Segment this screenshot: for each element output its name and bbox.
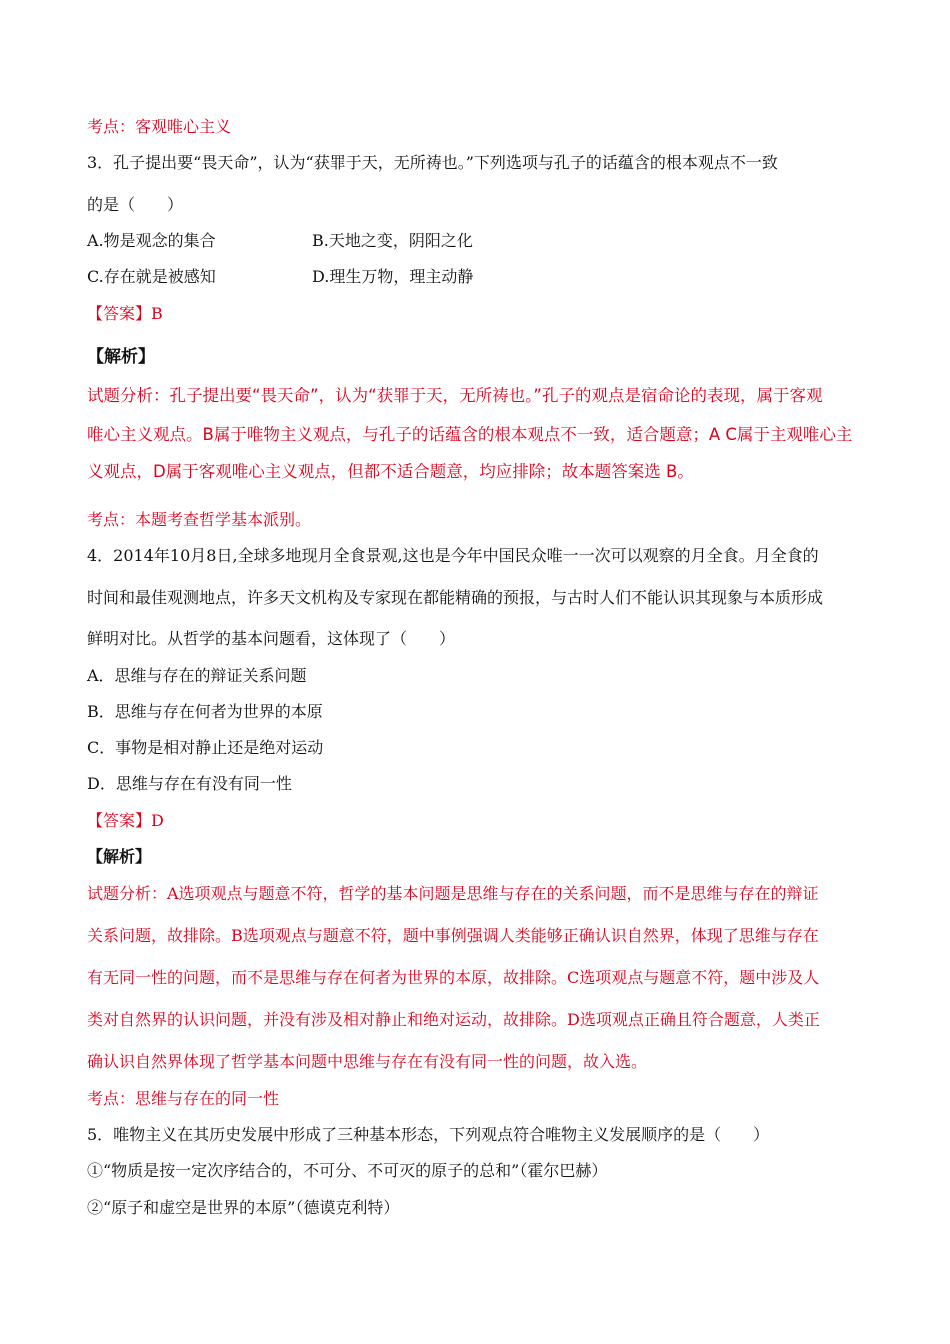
- q3-option-c: C.存在就是被感知: [87, 267, 216, 286]
- q4-option-d: D．思维与存在有没有同一性: [87, 774, 292, 793]
- q3-kaodian: 考点：本题考查哲学基本派别。: [87, 510, 312, 529]
- q4-analysis-line4: 类对自然界的认识问题，并没有涉及相对静止和绝对运动，故排除。D选项观点正确且符合题意，人类正: [87, 1010, 820, 1029]
- q4-answer: 【答案】D: [87, 811, 164, 830]
- q4-analysis-line2: 关系问题，故排除。B选项观点与题意不符，题中事例强调人类能够正确认识自然界，体现了思维与存在: [87, 926, 819, 945]
- q3-stem-line1: 3．孔子提出要“畏天命”，认为“获罪于天，无所祷也。”下列选项与孔子的话蕴含的根本观点不一致: [87, 153, 778, 172]
- q4-analysis-line1: 试题分析：A选项观点与题意不符，哲学的基本问题是思维与存在的关系问题，而不是思维与存在的辩证: [87, 884, 819, 903]
- q4-stem-line3: 鲜明对比。从哲学的基本问题看，这体现了（ ）: [87, 629, 456, 648]
- q3-options-row2: [87, 267, 474, 287]
- q4-stem-line1: 4．2014年10月8日,全球多地现月全食景观,这也是今年中国民众唯一一次可以观察的月全食。月全食的: [87, 546, 819, 565]
- q5-item2: ②“原子和虚空是世界的本原”（德谟克利特）: [87, 1198, 400, 1217]
- q3-stem-line2: 的是（ ）: [87, 195, 184, 214]
- q3-option-a: A.物是观念的集合: [87, 231, 216, 250]
- q3-answer: 【答案】B: [87, 304, 163, 323]
- q3-analysis-line3: 义观点，D属于客观唯心主义观点，但都不适合题意，均应排除；故本题答案选 B。: [87, 462, 694, 481]
- q5-item1: ①“物质是按一定次序结合的，不可分、不可灭的原子的总和”（霍尔巴赫）: [87, 1161, 608, 1180]
- q4-kaodian: 考点：思维与存在的同一性: [87, 1089, 280, 1108]
- q4-analysis-line3: 有无同一性的问题，而不是思维与存在何者为世界的本原，故排除。C选项观点与题意不符，题中涉及人: [87, 968, 820, 987]
- q4-option-a: A．思维与存在的辩证关系问题: [87, 666, 307, 685]
- q3-analysis-title: 【解析】: [87, 347, 155, 367]
- q4-stem-line2: 时间和最佳观测地点，许多天文机构及专家现在都能精确的预报，与古时人们不能认识其现象与本质形成: [87, 588, 824, 607]
- q3-option-d: D.理生万物，理主动静: [312, 267, 474, 286]
- q3-analysis-line2: 唯心主义观点。B属于唯物主义观点，与孔子的话蕴含的根本观点不一致，适合题意；A C属于主观唯心主: [87, 425, 853, 444]
- q4-option-b: B．思维与存在何者为世界的本原: [87, 702, 323, 721]
- q2-kaodian: 考点：客观唯心主义: [87, 117, 232, 136]
- q4-option-c: C．事物是相对静止还是绝对运动: [87, 738, 324, 757]
- q3-options-row1: [87, 231, 473, 251]
- q4-analysis-line5: 确认识自然界体现了哲学基本问题中思维与存在有没有同一性的问题，故入选。: [87, 1052, 648, 1071]
- q3-option-b: B.天地之变，阴阳之化: [312, 231, 473, 250]
- q4-analysis-title: 【解析】: [87, 847, 152, 866]
- q3-analysis-line1: 试题分析：孔子提出要“畏天命”，认为“获罪于天，无所祷也。”孔子的观点是宿命论的表现，属于客观: [87, 386, 823, 405]
- q5-stem-line1: 5．唯物主义在其历史发展中形成了三种基本形态，下列观点符合唯物主义发展顺序的是（ ）: [87, 1125, 770, 1144]
